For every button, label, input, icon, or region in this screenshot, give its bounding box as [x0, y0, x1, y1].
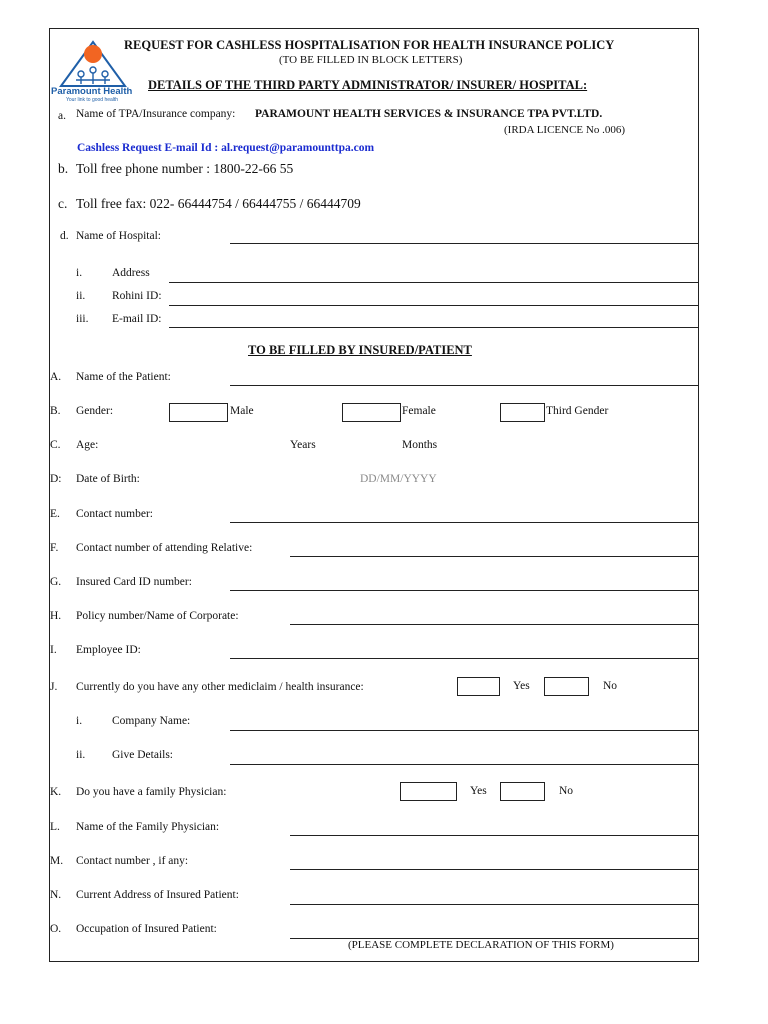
item-letter: O. [50, 923, 62, 935]
relative-contact-field[interactable] [290, 556, 698, 557]
age-months-label: Months [402, 439, 438, 451]
policy-number-field[interactable] [290, 624, 698, 625]
gender-third-checkbox[interactable] [500, 403, 545, 422]
hospital-name-field[interactable] [230, 243, 698, 244]
gender-male-checkbox[interactable] [169, 403, 228, 422]
hospital-address-label: Address [112, 267, 150, 279]
logo-tagline: Your link to good health [66, 97, 119, 103]
other-insurance-no-label: No [603, 680, 618, 692]
gender-female-checkbox[interactable] [342, 403, 401, 422]
gender-male-label: Male [230, 405, 254, 417]
other-insurance-label: Currently do you have any other mediclaim / health insurance: [76, 681, 364, 693]
other-insurance-no-checkbox[interactable] [544, 677, 589, 696]
contact-number-label: Contact number: [76, 508, 153, 520]
employee-id-label: Employee ID: [76, 644, 141, 656]
patient-name-label: Name of the Patient: [76, 371, 171, 383]
age-years-label: Years [290, 439, 316, 451]
current-address-field[interactable] [290, 904, 698, 905]
contact-number-field[interactable] [230, 522, 698, 523]
gender-female-label: Female [402, 405, 436, 417]
tpa-name-label: Name of TPA/Insurance company: [76, 108, 236, 120]
physician-contact-field[interactable] [290, 869, 698, 870]
item-letter: L. [50, 821, 60, 833]
hospital-email-label: E-mail ID: [112, 313, 162, 325]
other-insurance-yes-checkbox[interactable] [457, 677, 500, 696]
toll-free-fax: Toll free fax: 022- 66444754 / 66444755 / 66444709 [76, 196, 361, 211]
family-physician-no-label: No [559, 785, 574, 797]
physician-name-label: Name of the Family Physician: [76, 821, 220, 833]
item-letter: H. [50, 610, 62, 622]
item-letter: A. [50, 371, 62, 383]
item-letter: d. [60, 230, 69, 242]
item-letter: D: [50, 473, 62, 485]
give-details-field[interactable] [230, 764, 698, 765]
item-letter: K. [50, 786, 62, 798]
cashless-email: Cashless Request E-mail Id : al.request@paramounttpa.com [77, 142, 375, 154]
sub-item-number: iii. [76, 313, 89, 325]
gender-third-label: Third Gender [546, 405, 609, 417]
patient-name-field[interactable] [230, 385, 698, 386]
insured-card-id-field[interactable] [230, 590, 698, 591]
rohini-id-label: Rohini ID: [112, 290, 162, 302]
family-physician-no-checkbox[interactable] [500, 782, 545, 801]
hospital-name-label: Name of Hospital: [76, 230, 161, 242]
item-letter: B. [50, 405, 61, 417]
item-letter: I. [50, 644, 57, 656]
tpa-name-value: PARAMOUNT HEALTH SERVICES & INSURANCE TPA PVT.LTD. [255, 108, 603, 120]
company-name-label: Company Name: [112, 715, 191, 727]
item-letter: M. [50, 855, 64, 867]
toll-free-phone: Toll free phone number : 1800-22-66 55 [76, 161, 294, 176]
gender-label: Gender: [76, 405, 114, 417]
employee-id-field[interactable] [230, 658, 698, 659]
item-letter: E. [50, 508, 60, 520]
give-details-label: Give Details: [112, 749, 173, 761]
sub-item-number: ii. [76, 290, 86, 302]
current-address-label: Current Address of Insured Patient: [76, 889, 239, 901]
company-name-field[interactable] [230, 730, 698, 731]
item-letter: c. [58, 196, 68, 211]
item-letter: N. [50, 889, 62, 901]
relative-contact-label: Contact number of attending Relative: [76, 542, 253, 554]
dob-label: Date of Birth: [76, 473, 140, 485]
age-label: Age: [76, 439, 99, 451]
insured-card-id-label: Insured Card ID number: [76, 576, 192, 588]
irda-licence: (IRDA LICENCE No .006) [504, 124, 625, 136]
item-letter: b. [58, 161, 69, 176]
form-subtitle: (TO BE FILLED IN BLOCK LETTERS) [279, 54, 463, 66]
declaration-note: (PLEASE COMPLETE DECLARATION OF THIS FORM) [348, 939, 614, 951]
sub-item-number: i. [76, 267, 83, 279]
other-insurance-yes-label: Yes [513, 680, 530, 692]
policy-number-label: Policy number/Name of Corporate: [76, 610, 239, 622]
dob-field[interactable]: DD/MM/YYYY [360, 473, 437, 485]
hospital-email-field[interactable] [169, 327, 698, 328]
family-physician-yes-checkbox[interactable] [400, 782, 457, 801]
hospital-address-field[interactable] [169, 282, 698, 283]
family-physician-label: Do you have a family Physician: [76, 786, 227, 798]
logo-brand: Paramount Health [51, 86, 133, 97]
item-letter: J. [50, 681, 58, 693]
family-physician-yes-label: Yes [470, 785, 487, 797]
physician-name-field[interactable] [290, 835, 698, 836]
sub-item-number: i. [76, 715, 83, 727]
physician-contact-label: Contact number , if any: [76, 855, 189, 867]
occupation-label: Occupation of Insured Patient: [76, 923, 217, 935]
section-tpa-heading: DETAILS OF THE THIRD PARTY ADMINISTRATOR/ INSURER/ HOSPITAL: [148, 78, 588, 92]
form-title: REQUEST FOR CASHLESS HOSPITALISATION FOR HEALTH INSURANCE POLICY [124, 38, 615, 52]
section-patient-heading: TO BE FILLED BY INSURED/PATIENT [248, 343, 472, 357]
item-letter: F. [50, 542, 59, 554]
item-letter: a. [58, 110, 66, 122]
sub-item-number: ii. [76, 749, 86, 761]
item-letter: G. [50, 576, 62, 588]
item-letter: C. [50, 439, 61, 451]
rohini-id-field[interactable] [169, 305, 698, 306]
